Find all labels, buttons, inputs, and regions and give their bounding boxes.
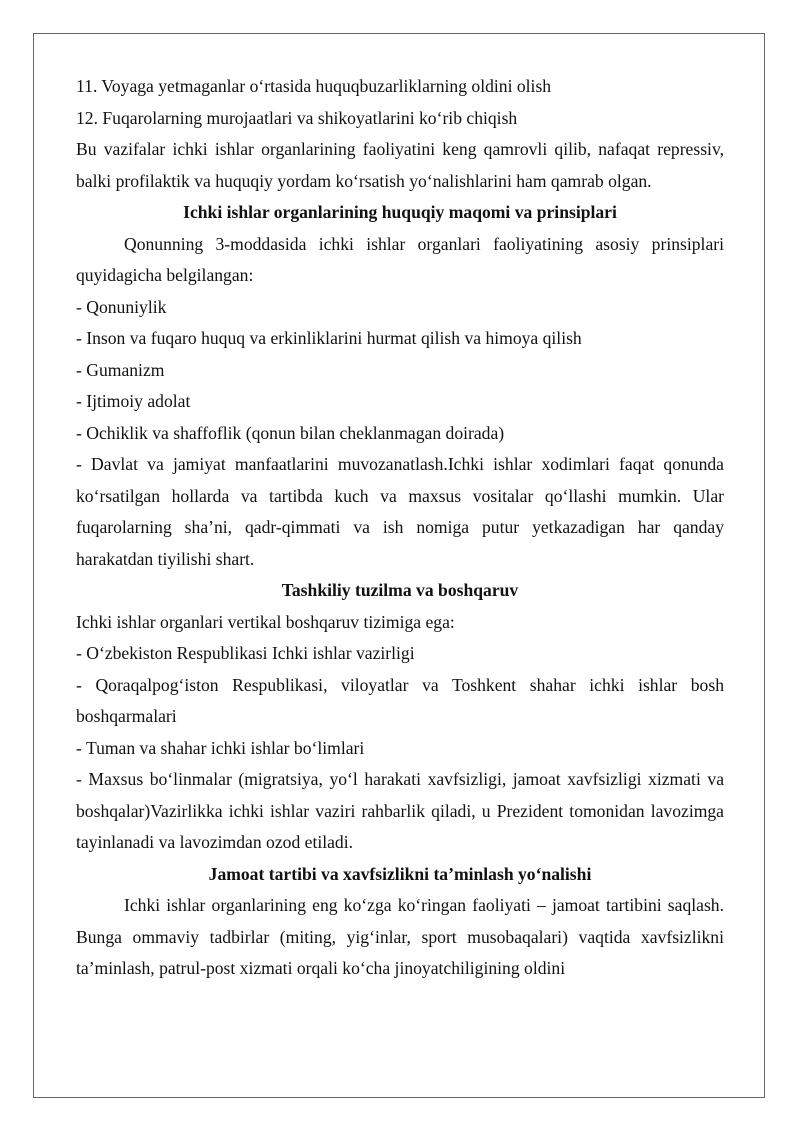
bullet-openness: - Ochiklik va shaffoflik (qonun bilan cheklanmagan doirada): [76, 422, 505, 443]
bullet-district-departments: - Tuman va shahar ichki ishlar bo‘limlari: [76, 737, 365, 758]
document-body: [76, 71, 724, 985]
paragraph-structure: Ichki ishlar organlari vertikal boshqaruv tizimiga ega:: [76, 611, 455, 632]
bullet-legality: - Qonuniylik: [76, 296, 167, 317]
heading-legal-status: Ichki ishlar organlarining huquqiy maqomi va prinsiplari: [183, 202, 617, 222]
bullet-ministry: - O‘zbekiston Respublikasi Ichki ishlar vazirligi: [76, 643, 415, 663]
list-item-11: 11. Voyaga yetmaganlar o‘rtasida huquqbuzarliklarning oldini olish: [76, 76, 552, 96]
paragraph-principles: Qonunning 3-moddasida ichki ishlar organlari faoliyatining asosiy prinsiplari quyidagicha belgilangan:: [76, 233, 724, 285]
bullet-humanism: - Gumanizm: [76, 359, 165, 380]
paragraph-public-order: Ichki ishlar organlarining eng ko‘zga ko‘ringan faoliyati – jamoat tartibini saqlash. Bunga ommaviy tadbirlar (miting, yig‘inlar, sport musobaqalari) vaqtida xavfsizlikni ta’minlash, patrul-post xizmati orqali ko‘cha jinoyatchiligining oldini: [76, 895, 724, 978]
bullet-special-units: - Maxsus bo‘linmalar (migratsiya, yo‘l harakati xavfsizligi, jamoat xavfsizligi xizmati va boshqalar)Vazirlikka ichki ishlar vaziri rahbarlik qiladi, u Prezident tomonidan lavozimga tayinlanadi va lavozimdan ozod etiladi.: [76, 769, 724, 852]
list-item-12: 12. Fuqarolarning murojaatlari va shikoyatlarini ko‘rib chiqish: [76, 107, 518, 128]
bullet-human-rights: - Inson va fuqaro huquq va erkinliklarini hurmat qilish va himoya qilish: [76, 328, 582, 348]
heading-public-order: Jamoat tartibi va xavfsizlikni ta’minlash yo‘nalishi: [208, 863, 592, 884]
bullet-social-justice: - Ijtimoiy adolat: [76, 391, 191, 411]
bullet-balance: - Davlat va jamiyat manfaatlarini muvozanatlash.Ichki ishlar xodimlari faqat qonunda ko‘rsatilgan hollarda va tartibda kuch va maxsus vositalar qo‘llashi mumkin. Ular fuqarolarning sha’ni, qadr-qimmati va ish nomiga putur yetkazadigan har qanday harakatdan tiyilishi shart.: [76, 454, 724, 569]
bullet-regional-departments: - Qoraqalpog‘iston Respublikasi, viloyatlar va Toshkent shahar ichki ishlar bosh boshqarmalari: [76, 674, 724, 726]
paragraph-summary: Bu vazifalar ichki ishlar organlarining faoliyatini keng qamrovli qilib, nafaqat repressiv, balki profilaktik va huquqiy yordam ko‘rsatish yo‘nalishlarini ham qamrab olgan.: [76, 139, 724, 191]
heading-structure: Tashkiliy tuzilma va boshqaruv: [281, 580, 519, 600]
